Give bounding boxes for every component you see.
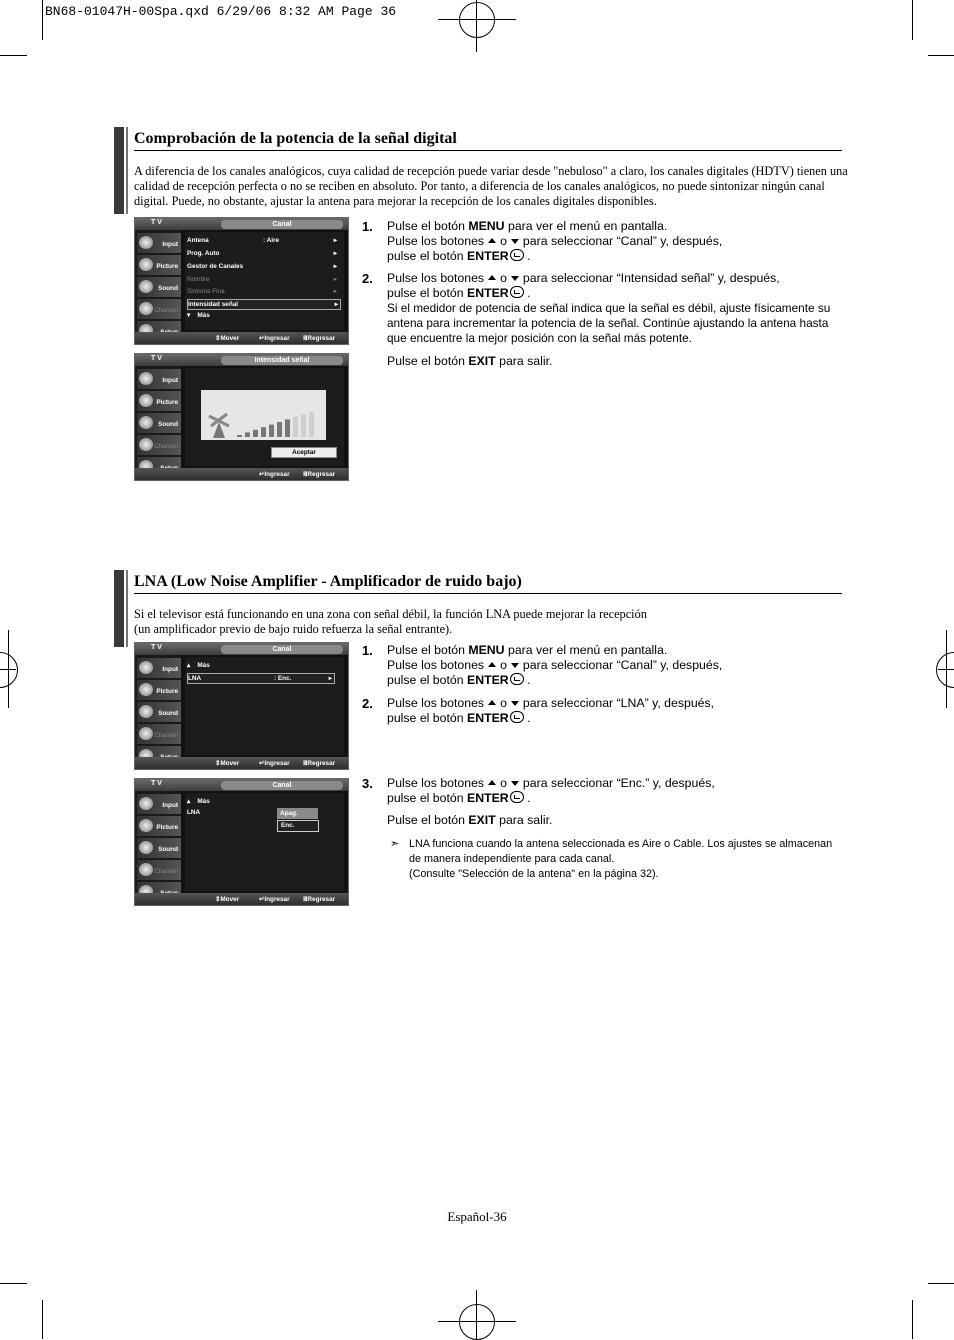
down-arrow-icon	[511, 701, 519, 706]
crop-mark	[912, 1300, 913, 1339]
osd-item-picture: Picture	[137, 816, 181, 836]
note-arrow-icon: ➣	[390, 838, 400, 850]
step-2: 2. Pulse los botones o para seleccionar “LNA” y, después, pulse el botón ENTER .	[362, 696, 715, 725]
down-arrow-icon	[511, 781, 519, 786]
sound-icon	[139, 841, 153, 854]
up-arrow-icon	[488, 662, 496, 667]
arrow-down-icon: ▾	[187, 312, 191, 319]
enter-icon	[510, 286, 524, 298]
up-arrow-icon	[488, 238, 496, 243]
crop-mark	[42, 1300, 43, 1339]
osd-footer	[135, 332, 348, 344]
section1-title: Comprobación de la potencia de la señal digital	[134, 130, 457, 147]
picture-icon	[139, 683, 153, 696]
down-arrow-icon	[511, 276, 519, 281]
picture-icon	[139, 394, 153, 407]
arrow-up-icon: ▴	[187, 798, 191, 805]
footer-back: ⅢRegresar	[303, 335, 336, 342]
osd-sidebar	[135, 655, 181, 757]
osd-row-selected: Intensidad señal ▸	[187, 299, 341, 310]
osd-item-input: Input	[137, 233, 181, 253]
sound-icon	[139, 416, 153, 429]
arrow-up-icon: ▴	[187, 662, 191, 669]
registration-mark	[936, 652, 954, 688]
signal-meter	[201, 390, 326, 440]
signal-bar	[301, 414, 306, 437]
section2-intro: Si el televisor está funcionando en una zona con señal débil, la función LNA puede mejorar la recepción (un amplificador previo de bajo ruido refuerza la señal entrante).	[134, 607, 647, 636]
input-icon	[139, 661, 153, 674]
arrow-right-icon: ▸	[333, 288, 337, 295]
osd-row: LNA	[187, 809, 201, 816]
down-arrow-icon	[511, 239, 519, 244]
registration-line	[8, 630, 9, 708]
osd-item-channel: Channel	[137, 860, 181, 880]
file-slug: BN68-01047H-00Spa.qxd 6/29/06 8:32 AM Page 36	[45, 4, 397, 19]
section1-intro: A diferencia de los canales analógicos, cuya calidad de recepción puede variar desde "nebuloso" a claro, los canales digitales (HDTV) tienen una calidad de recepción perfecta o no se reciben en absoluto. Por tanto, a diferencia de los canales analógicos, no puede sintonizar ningún canal digital. Puede, no obstante, ajustar la antena para mejorar la recepción de los canales digitales disponibles.	[134, 164, 848, 208]
step-3: 3. Pulse los botones o para seleccionar “Enc.” y, después, pulse el botón ENTER .	[362, 776, 715, 805]
lna-note: ➣ LNA funciona cuando la antena seleccionada es Aire o Cable. Los ajustes se almacenan de manera independiente para cada canal. (Consulte "Selección de la antena" en la página 32).	[390, 838, 833, 880]
section-bar	[126, 570, 128, 647]
arrow-right-icon: ▸	[333, 263, 337, 270]
osd-footer	[135, 893, 348, 905]
footer-move: ⇕Mover	[215, 335, 240, 342]
channel-icon	[139, 727, 153, 740]
crop-mark	[912, 0, 913, 40]
registration-line	[438, 19, 516, 20]
osd-item-sound: Sound	[137, 838, 181, 858]
section-bar	[114, 127, 124, 214]
osd-item-sound: Sound	[137, 413, 181, 433]
osd-item-input: Input	[137, 658, 181, 678]
signal-bar	[253, 430, 258, 437]
osd-item-channel: Channel	[137, 299, 181, 319]
channel-icon	[139, 302, 153, 315]
osd-row-more: ▴ Más	[187, 798, 210, 805]
osd-screen-signal: T V Intensidad señal Input Picture Sound Channel Aceptar ↵Ingresar ⅢRegresar	[134, 353, 349, 481]
registration-line	[476, 0, 477, 52]
input-icon	[139, 372, 153, 385]
input-icon	[139, 797, 153, 810]
registration-line	[438, 1321, 516, 1322]
crop-mark	[42, 0, 43, 40]
osd-footer	[135, 757, 348, 769]
osd-main	[185, 232, 344, 330]
step-note: Si el medidor de potencia de señal indica que la señal es débil, ajuste físicamente su antena para incrementar la potencia de la señal. Continúe ajustando la antena hasta que encuentre la mejor posición con la señal más potente.	[387, 301, 831, 345]
osd-item-input: Input	[137, 794, 181, 814]
osd-item-picture: Picture	[137, 255, 181, 275]
footer-enter: ↵Ingresar	[259, 896, 290, 903]
osd-row: Antena : Aire ▸	[187, 237, 337, 244]
footer-back: ⅢRegresar	[303, 471, 336, 478]
exit-instruction: Pulse el botón EXIT para salir.	[387, 354, 553, 368]
osd-row-more: ▾ Más	[187, 312, 210, 319]
option-apag[interactable]: Apag.	[277, 808, 318, 819]
arrow-right-icon: ▸	[333, 237, 337, 244]
arrow-right-icon: ▸	[333, 250, 337, 257]
osd-sidebar	[135, 230, 181, 332]
up-arrow-icon	[488, 780, 496, 785]
step-1: 1. Pulse el botón MENU para ver el menú en pantalla. Pulse los botones o para seleccionar “Canal” y, después, pulse el botón ENTER .	[362, 219, 723, 263]
enter-icon	[510, 711, 524, 723]
signal-panel	[201, 390, 326, 440]
footer-enter: ↵Ingresar	[259, 760, 290, 767]
section-bar	[114, 570, 124, 647]
signal-bar	[269, 425, 274, 437]
footer-move: ⇕Mover	[215, 896, 240, 903]
picture-icon	[139, 819, 153, 832]
osd-row: Prog. Auto ▸	[187, 250, 337, 257]
arrow-right-icon: ▸	[328, 675, 332, 682]
osd-sidebar	[135, 366, 181, 468]
osd-row: Sintonía Fina ▸	[187, 288, 337, 295]
footer-enter: ↵Ingresar	[259, 335, 290, 342]
section-bar	[126, 127, 128, 214]
sound-icon	[139, 705, 153, 718]
sound-icon	[139, 280, 153, 293]
enter-icon	[510, 249, 524, 261]
osd-row-selected: LNA : Enc. ▸	[187, 673, 335, 684]
osd-row-more: ▴ Más	[187, 662, 210, 669]
page-number: Español-36	[447, 1209, 507, 1224]
enter-icon	[510, 673, 524, 685]
osd-screen-canal-menu: T V Canal Input Picture Sound Channel Antena : Aire ▸ Prog. Auto ▸ Gestor de Canales ▸ Nombre ▸ Sintonía Fina ▸ Intensidad señal ▸ ▾ Más ⇕Mover ↵Ingresar ⅢRegresar	[134, 217, 349, 345]
osd-sidebar	[135, 791, 181, 893]
osd-item-sound: Sound	[137, 702, 181, 722]
up-arrow-icon	[488, 700, 496, 705]
footer-back: ⅢRegresar	[303, 896, 336, 903]
down-arrow-icon	[511, 663, 519, 668]
osd-row: Nombre ▸	[187, 276, 337, 283]
osd-footer	[135, 468, 348, 480]
osd-main	[185, 368, 344, 466]
crop-mark	[928, 55, 954, 56]
channel-icon	[139, 863, 153, 876]
osd-item-sound: Sound	[137, 277, 181, 297]
enter-icon	[510, 791, 524, 803]
osd-item-picture: Picture	[137, 680, 181, 700]
option-enc-selected[interactable]: Enc.	[277, 820, 319, 832]
signal-bar	[277, 422, 282, 437]
osd-item-picture: Picture	[137, 391, 181, 411]
input-icon	[139, 236, 153, 249]
osd-main	[185, 793, 344, 891]
signal-bar	[245, 432, 250, 437]
arrow-right-icon: ▸	[334, 301, 338, 308]
aceptar-button[interactable]: Aceptar	[271, 447, 337, 458]
osd-screen-lna-options: T V Canal Input Picture Sound Channel ▴ Más LNA Apag. Enc. ⇕Mover ↵Ingresar ⅢRegresar	[134, 778, 349, 906]
registration-mark	[459, 2, 495, 38]
exit-instruction: Pulse el botón EXIT para salir.	[387, 813, 553, 827]
osd-screen-lna: T V Canal Input Picture Sound Channel ▴ Más LNA : Enc. ▸ ⇕Mover ↵Ingresar ⅢRegresar	[134, 642, 349, 770]
registration-line	[476, 1290, 477, 1339]
arrow-right-icon: ▸	[333, 276, 337, 283]
section-rule	[134, 150, 842, 151]
step-1: 1. Pulse el botón MENU para ver el menú en pantalla. Pulse los botones o para seleccionar “Canal” y, después, pulse el botón ENTER .	[362, 643, 723, 687]
osd-main	[185, 657, 344, 755]
antenna-icon	[209, 414, 229, 438]
registration-line	[946, 630, 947, 708]
footer-enter: ↵Ingresar	[259, 471, 290, 478]
crop-mark	[928, 1283, 954, 1284]
signal-bar	[261, 427, 266, 437]
crop-mark	[0, 1283, 27, 1284]
signal-bar	[237, 435, 242, 437]
crop-mark	[0, 55, 27, 56]
footer-back: ⅢRegresar	[303, 760, 336, 767]
registration-mark	[0, 652, 18, 688]
osd-row: Gestor de Canales ▸	[187, 263, 337, 270]
up-arrow-icon	[488, 275, 496, 280]
section2-title: LNA (Low Noise Amplifier - Amplificador de ruido bajo)	[134, 573, 522, 590]
osd-item-channel: Channel	[137, 435, 181, 455]
channel-icon	[139, 438, 153, 451]
signal-bar	[285, 419, 290, 437]
section-rule	[134, 593, 842, 594]
signal-bar	[309, 412, 314, 437]
step-2: 2. Pulse los botones o para seleccionar “Intensidad señal” y, después, pulse el botón ENTER . Si el medidor de potencia de señal indica que la señal es débil, ajuste físicamente su antena para incrementar la potencia de la señal. Continúe ajustando la antena hasta que encuentre la mejor posición con la señal más potente.	[362, 271, 842, 349]
osd-item-input: Input	[137, 369, 181, 389]
picture-icon	[139, 258, 153, 271]
osd-item-channel: Channel	[137, 724, 181, 744]
signal-bar	[293, 417, 298, 437]
registration-mark	[459, 1304, 495, 1340]
footer-move: ⇕Mover	[215, 760, 240, 767]
